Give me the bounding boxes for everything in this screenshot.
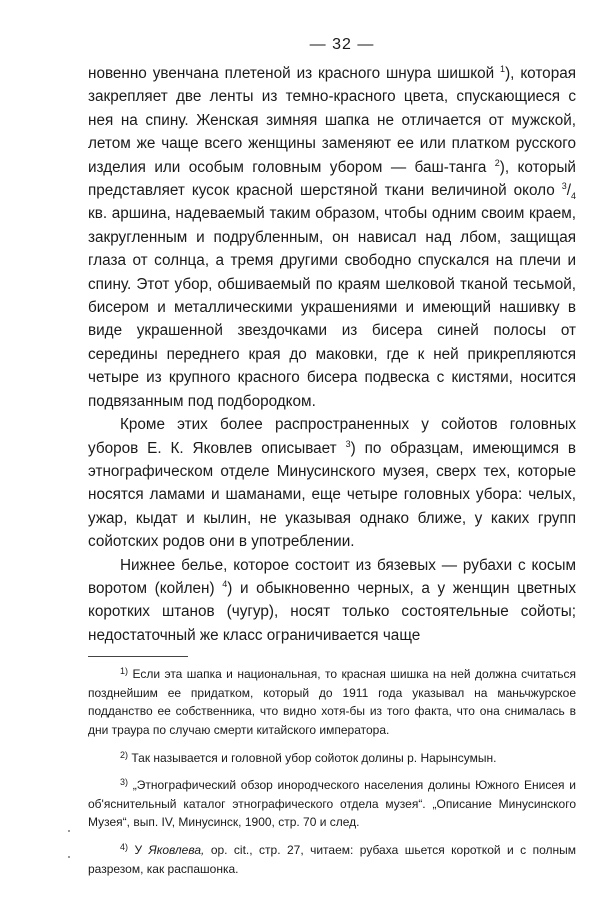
paragraph-3-part-1: Нижнее белье, которое состоит из бязевых — рубахи с косым воротом (койлен) [88,556,576,597]
paragraph-1-part-2: ), которая закрепляет две ленты из темно-красного цвета, спускающиеся с нея на спину. Женская зимняя шапка не отличается от мужской, летом же чаще всего женщины заменяют ее или платком русского изделия или особым головным убором — баш-танга [88,65,576,176]
footnote-4: $^{4)}$ У Яковлева, op. cit., стр. 27, читаем: рубаха шьется короткой и с полным разрезом, как распашонка. [88,841,576,876]
paragraph-2-part-1: Кроме этих более распространенных у сойотов головных уборов Е. К. Яковлев описывает [88,416,576,457]
fraction-denominator: 4 [570,191,576,202]
footnote-ref-1: 1 [500,64,506,74]
footnote-3 [88,776,576,832]
footnote-ref-2: 2 [494,157,500,168]
footnote-ref-4: 4 [222,578,228,589]
page-number: — 32 — [309,36,375,53]
page [88,36,576,887]
footnote-2-text: Так называется и головной убор сойоток долины р. Нарынсумын. [131,750,497,765]
paragraph-3-part-2: ) и обыкновенно черных, а у женщин цветных коротких штанов (чугур), носят только состоятельные сойоты; недостаточный же класс ограничивается чаще [88,579,576,644]
paragraph-1-part-3: ), который представляет кусок красной шерстяной ткани величиной около [88,158,576,200]
footnote-ref-3: 3 [345,438,351,449]
footnote-4-author: Яковлева, [148,842,205,857]
footnote-1 [88,665,576,739]
footnote-divider [88,656,188,657]
paragraph-1-part-1: новенно увенчана плетеной из красного шнура шишкой [88,65,501,82]
paragraph-1 [88,62,576,413]
footnote-1-mark: 1) [120,666,129,677]
paragraph-2 [88,413,576,553]
paragraph-2-part-2: ) по образцам, имеющимся в этнографическом отделе Минусинского музея, сверх тех, которые носятся ламами и шаманами, еще четыре головных убора: челых, ужар, кыдат и кылин, не указывая однако ближе, у каких групп сойотских родов они в употреблении. [88,439,577,551]
footnote-3-mark: 3) [120,777,129,788]
footnote-4-mark: 4) [120,841,129,852]
fraction-slash: / [566,182,571,200]
footnote-4-text: op. cit., стр. 27, читаем: рубаха шьется короткой и с полным разрезом, как распашонка. [88,842,576,876]
footnote-3-text: „Этнографический обзор инородческого населения долины Южного Енисея и об'яснительный каталог этнографического отдела музея“. „Описание Минусинского Музея“, вып. IV, Минусинск, 1900, стр. 70 и след. [88,778,576,830]
scan-speck [68,856,70,858]
paragraph-3 [88,554,576,648]
scan-speck [68,830,70,832]
footnote-1-text: Если эта шапка и национальная, то красная шишка на ней должна считаться позднейшим ее придатком, который до 1911 года указывал на маньчжурское подданство ее собственника, что видно хотя-бы из того факта, что она снималась в дни траура по случаю смерти китайского императора. [88,667,577,737]
footnote-2-mark: 2) [120,749,129,760]
paragraph-1-part-4: кв. аршина, надеваемый таким образом, чтобы одним своим краем, закругленным и подрубленным, он нависал над лбом, защищая глаза от солнца, а тремя другими свободно спускался на плечи и спину. Этот убор, обшиваемый по краям шелковой тканой тесьмой, бисером и металлическими украшениями и имеющий нашивку в виде украшенной звездочками из бисера синей полосы от середины переднего края до маковки, где к ней прикрепляются четыре из крупного красного бисера подвеска с кистями, носится подвязанным под подбородком. [88,205,576,410]
body-text [88,62,576,647]
fraction-numerator: 3 [561,181,567,192]
footnote-2 [88,749,576,768]
footnotes [88,665,576,878]
